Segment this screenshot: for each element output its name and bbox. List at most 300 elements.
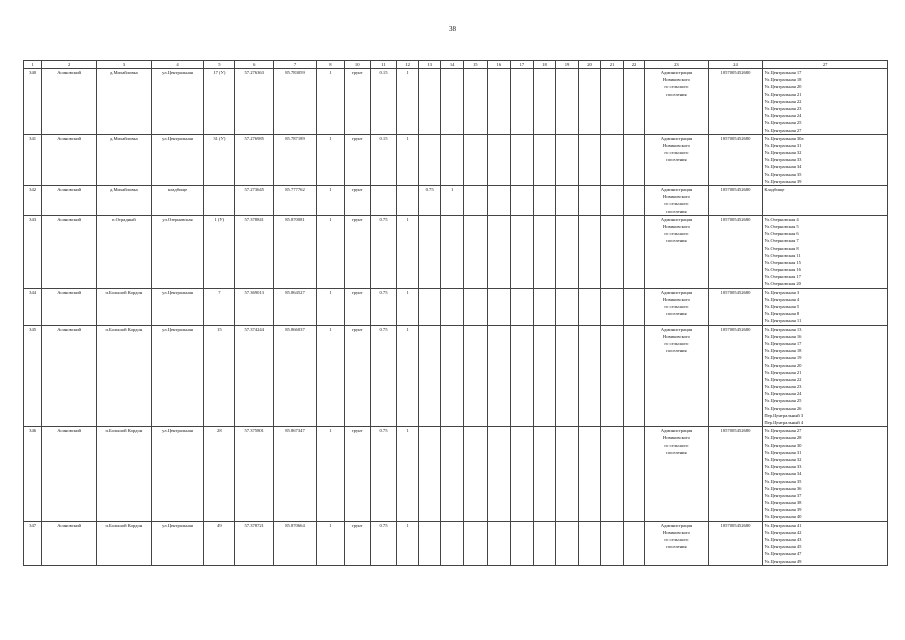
empty-cell	[511, 288, 534, 325]
column-number: 14	[441, 61, 464, 69]
longitude-cell: 85.867347	[274, 427, 317, 521]
street-cell: ул.Центральная	[151, 521, 204, 565]
owner-line: поселения	[666, 311, 687, 317]
served-address: Ул.Озерновская 20	[764, 281, 801, 287]
served-address: Ул.Центральная 40	[764, 514, 802, 520]
owner-line: поселения	[666, 91, 687, 97]
extra-count-cell	[441, 134, 464, 185]
empty-cell	[601, 134, 624, 185]
extra-area-cell	[418, 427, 441, 521]
owner-line: го сельского	[664, 304, 689, 309]
owner-cell	[645, 288, 708, 325]
empty-cell	[556, 521, 579, 565]
column-number: 4	[151, 61, 204, 69]
empty-cell	[533, 215, 556, 288]
area-cell: 0.75	[370, 521, 397, 565]
surface-cell: грунт	[344, 288, 370, 325]
empty-cell	[623, 521, 644, 565]
house-cell: 17 (У)	[204, 69, 235, 135]
served-address: Ул.Центральная 33	[764, 464, 802, 470]
column-number: 13	[418, 61, 441, 69]
street-cell: ул.Центральная	[151, 134, 204, 185]
empty-cell	[487, 69, 511, 135]
owner-line: Новиковского	[662, 333, 690, 339]
locality-cell: п.Большой Кордон	[96, 325, 151, 427]
column-number: 10	[344, 61, 370, 69]
area-cell: 0.75	[370, 325, 397, 427]
empty-cell	[556, 186, 579, 216]
extra-count-cell	[441, 325, 464, 427]
ogrn-cell: 1057005452680	[708, 427, 763, 521]
owner-line: Новиковского	[662, 529, 690, 535]
extra-area-cell	[418, 69, 441, 135]
latitude-cell: 57.374244	[235, 325, 274, 427]
area-cell: 0.75	[370, 288, 397, 325]
street-cell: ул.Центральная	[151, 325, 204, 427]
served-address: Ул.Центральная 17	[764, 70, 802, 75]
surface-cell: грунт	[344, 69, 370, 135]
empty-cell	[463, 325, 487, 427]
street-cell: ул.Центральная	[151, 69, 204, 135]
served-addresses-cell	[763, 288, 888, 325]
served-address: Ул.Центральная 47	[764, 551, 802, 557]
served-address: Ул.Центральная 33	[764, 157, 802, 163]
ogrn-cell: 1057005452680	[708, 325, 763, 427]
served-address: Ул.Центральная 27	[764, 428, 802, 434]
table-row	[24, 134, 888, 185]
owner-line: Администрация	[660, 289, 693, 295]
served-address: Ул.Центральная 49	[764, 558, 802, 564]
extra-count-cell	[441, 427, 464, 521]
house-cell: 1 (У)	[204, 215, 235, 288]
empty-cell	[578, 521, 601, 565]
owner-cell	[645, 134, 708, 185]
area-cell	[370, 186, 397, 216]
served-address: Ул.Центральная 31	[764, 142, 802, 148]
latitude-cell: 57.276363	[235, 69, 274, 135]
owner-cell	[645, 186, 708, 216]
column-number: 23	[645, 61, 708, 69]
extra-area-cell	[418, 521, 441, 565]
empty-cell	[511, 427, 534, 521]
empty-cell	[556, 325, 579, 427]
row-number-cell: 341	[24, 134, 42, 185]
owner-line: поселения	[666, 238, 687, 244]
latitude-cell: 57.369013	[235, 288, 274, 325]
district-cell: Асиновский	[42, 69, 97, 135]
locality-cell: д.Михайловка	[96, 69, 151, 135]
owner-line: Администрация	[660, 326, 693, 332]
served-address: Ул.Центральная 32	[764, 456, 802, 462]
served-address: Ул.Центральная 38	[764, 500, 802, 506]
container-count-cell	[397, 186, 418, 216]
served-address: Ул.Центральная 16	[764, 333, 802, 339]
served-address: Ул.Центральная 17	[764, 340, 802, 346]
table-row	[24, 288, 888, 325]
empty-cell	[533, 186, 556, 216]
district-cell: Асиновский	[42, 134, 97, 185]
extra-area-cell	[418, 215, 441, 288]
served-address: Ул.Центральная 35	[764, 171, 802, 177]
longitude-cell: 85.777762	[274, 186, 317, 216]
column-number: 12	[397, 61, 418, 69]
served-addresses-cell	[763, 134, 888, 185]
column-number: 15	[463, 61, 487, 69]
table-row	[24, 215, 888, 288]
empty-cell	[511, 186, 534, 216]
column-number: 8	[316, 61, 344, 69]
empty-cell	[623, 134, 644, 185]
empty-cell	[578, 134, 601, 185]
longitude-cell: 85.787189	[274, 134, 317, 185]
served-address: Ул.Центральная 28	[764, 435, 802, 441]
surface-cell: грунт	[344, 325, 370, 427]
container-count-cell: 1	[397, 69, 418, 135]
served-address: Ул.Центральная 41	[764, 522, 802, 528]
column-number: 2	[42, 61, 97, 69]
latitude-cell: 57.276985	[235, 134, 274, 185]
owner-line: го сельского	[664, 537, 689, 542]
area-cell: 0.15	[370, 69, 397, 135]
district-cell: Асиновский	[42, 521, 97, 565]
latitude-cell: 57.273645	[235, 186, 274, 216]
column-number: 7	[274, 61, 317, 69]
street-cell: кладбище	[151, 186, 204, 216]
table-row	[24, 69, 888, 135]
empty-cell	[578, 215, 601, 288]
served-address: Ул.Центральная 8	[764, 311, 800, 317]
column-number: 27	[763, 61, 888, 69]
empty-cell	[463, 186, 487, 216]
empty-cell	[556, 288, 579, 325]
empty-cell	[601, 186, 624, 216]
empty-cell	[578, 186, 601, 216]
count-cell: 1	[316, 325, 344, 427]
owner-line: Новиковского	[662, 435, 690, 441]
street-cell: ул.Озерновская	[151, 215, 204, 288]
extra-count-cell	[441, 69, 464, 135]
served-address: Ул.Центральная 22	[764, 98, 802, 104]
served-address: Ул.Озерновская 17	[764, 274, 801, 280]
locality-cell: п.Большой Кордон	[96, 521, 151, 565]
district-cell: Асиновский	[42, 215, 97, 288]
ogrn-cell: 1057005452680	[708, 69, 763, 135]
owner-line: го сельского	[664, 150, 689, 156]
area-cell: 0.15	[370, 134, 397, 185]
count-cell: 1	[316, 186, 344, 216]
empty-cell	[556, 69, 579, 135]
owner-line: Администрация	[660, 522, 693, 528]
served-address: Ул.Центральная 36	[764, 485, 802, 491]
served-address: Ул.Центральная 5	[764, 304, 800, 309]
served-address: Ул.Центральная 20	[764, 362, 802, 368]
owner-line: го сельского	[664, 84, 689, 90]
owner-line: поселения	[666, 208, 687, 214]
empty-cell	[533, 325, 556, 427]
house-cell: 31 (У)	[204, 134, 235, 185]
empty-cell	[623, 288, 644, 325]
served-address: Ул.Центральная 22	[764, 376, 802, 382]
served-address: Ул.Центральная 42	[764, 529, 802, 535]
column-number: 18	[533, 61, 556, 69]
served-address: Ул.Центральная 30	[764, 442, 802, 448]
ogrn-cell: 1057005452680	[708, 521, 763, 565]
latitude-cell: 57.378721	[235, 521, 274, 565]
served-address: Ул.Центральная 20	[764, 84, 802, 90]
served-address: Ул.Центральная 3	[764, 289, 800, 295]
owner-line: Новиковского	[662, 142, 690, 148]
empty-cell	[487, 288, 511, 325]
served-address: Ул.Озерновская 15	[764, 259, 801, 265]
owner-line: Администрация	[660, 428, 693, 434]
empty-cell	[511, 215, 534, 288]
empty-cell	[623, 186, 644, 216]
empty-cell	[578, 427, 601, 521]
count-cell: 1	[316, 288, 344, 325]
empty-cell	[463, 134, 487, 185]
count-cell: 1	[316, 427, 344, 521]
owner-line: Администрация	[660, 135, 693, 141]
served-address: Ул.Центральная 27	[764, 127, 802, 133]
column-number: 22	[623, 61, 644, 69]
extra-area-cell	[418, 134, 441, 185]
container-count-cell: 1	[397, 427, 418, 521]
empty-cell	[601, 288, 624, 325]
served-addresses-cell	[763, 186, 888, 216]
served-address: Ул.Центральная 19	[764, 355, 802, 361]
owner-line: Администрация	[660, 70, 693, 75]
served-address: Ул.Центральная 21	[764, 91, 802, 97]
served-address: Ул.Центральная 35	[764, 478, 802, 484]
served-address: Ул.Центральная 18	[764, 77, 802, 83]
surface-cell: грунт	[344, 134, 370, 185]
house-cell: 7	[204, 288, 235, 325]
served-address: Ул.Центральная 34	[764, 471, 802, 477]
served-addresses-cell	[763, 69, 888, 135]
longitude-cell: 85.866037	[274, 325, 317, 427]
column-number: 6	[235, 61, 274, 69]
table-row	[24, 521, 888, 565]
empty-cell	[556, 134, 579, 185]
house-cell: 49	[204, 521, 235, 565]
longitude-cell: 85.870081	[274, 215, 317, 288]
owner-cell	[645, 215, 708, 288]
surface-cell: грунт	[344, 521, 370, 565]
empty-cell	[556, 215, 579, 288]
empty-cell	[578, 288, 601, 325]
served-addresses-cell	[763, 215, 888, 288]
owner-line: Новиковского	[662, 194, 690, 200]
ogrn-cell: 1057005452680	[708, 288, 763, 325]
served-address: Ул.Озерновская 4	[764, 216, 799, 222]
street-cell: ул.Центральная	[151, 427, 204, 521]
column-number: 5	[204, 61, 235, 69]
owner-cell	[645, 325, 708, 427]
empty-cell	[601, 521, 624, 565]
served-address: Ул.Центральная 24	[764, 391, 802, 397]
owner-cell	[645, 521, 708, 565]
empty-cell	[556, 427, 579, 521]
owner-line: поселения	[666, 544, 687, 550]
empty-cell	[533, 69, 556, 135]
empty-cell	[623, 215, 644, 288]
owner-line: поселения	[666, 157, 687, 163]
owner-line: Новиковского	[662, 223, 690, 229]
registry-table	[23, 60, 888, 566]
ogrn-cell: 1057005452680	[708, 215, 763, 288]
district-cell: Асиновский	[42, 427, 97, 521]
empty-cell	[623, 427, 644, 521]
served-address: Ул.Центральная 31	[764, 449, 802, 455]
house-cell	[204, 186, 235, 216]
table-row	[24, 427, 888, 521]
empty-cell	[511, 69, 534, 135]
column-number: 3	[96, 61, 151, 69]
served-address: Ул.Центральная 39	[764, 507, 802, 513]
served-address: Ул.Центральная 34	[764, 164, 802, 170]
row-number-cell: 340	[24, 69, 42, 135]
longitude-cell: 85.870664	[274, 521, 317, 565]
empty-cell	[578, 69, 601, 135]
served-address: Пер.Центральный 3	[764, 412, 804, 418]
container-count-cell: 1	[397, 134, 418, 185]
latitude-cell: 57.375801	[235, 427, 274, 521]
row-number-cell: 346	[24, 427, 42, 521]
served-address: Пер.Центральный 4	[764, 420, 804, 425]
longitude-cell: 85.783059	[274, 69, 317, 135]
table-row	[24, 325, 888, 427]
served-address: Ул.Центральная 13	[764, 326, 802, 332]
street-cell: ул.Центральная	[151, 288, 204, 325]
owner-cell	[645, 69, 708, 135]
locality-cell: п.Большой Кордон	[96, 288, 151, 325]
column-number: 1	[24, 61, 42, 69]
row-number-cell: 342	[24, 186, 42, 216]
owner-line: го сельского	[664, 231, 689, 237]
column-number: 17	[511, 61, 534, 69]
column-number: 16	[487, 61, 511, 69]
served-address: Ул.Центральная 25	[764, 398, 802, 404]
served-address: Ул.Центральная 18	[764, 348, 802, 354]
served-address: Ул.Центральная 37	[764, 492, 802, 498]
surface-cell: грунт	[344, 427, 370, 521]
served-address: Ул.Центральная 11	[764, 318, 802, 324]
served-address: Ул.Центральная 25	[764, 120, 802, 126]
count-cell: 1	[316, 69, 344, 135]
table-row	[24, 186, 888, 216]
count-cell: 1	[316, 521, 344, 565]
extra-area-cell: 0.75	[418, 186, 441, 216]
served-address: Ул.Центральная 39	[764, 178, 802, 184]
extra-count-cell: 1	[441, 186, 464, 216]
column-number: 19	[556, 61, 579, 69]
empty-cell	[623, 325, 644, 427]
area-cell: 0.75	[370, 215, 397, 288]
container-count-cell: 1	[397, 325, 418, 427]
owner-line: Администрация	[660, 216, 693, 222]
locality-cell: д.Михайловка	[96, 134, 151, 185]
empty-cell	[463, 215, 487, 288]
empty-cell	[511, 134, 534, 185]
served-address: Ул.Центральная 45	[764, 544, 802, 550]
served-address: Ул.Центральная 23	[764, 384, 802, 390]
served-address: Ул.Озерновская 5	[764, 223, 799, 229]
row-number-cell: 344	[24, 288, 42, 325]
empty-cell	[487, 427, 511, 521]
container-count-cell: 1	[397, 215, 418, 288]
empty-cell	[623, 69, 644, 135]
ogrn-cell: 1057005452680	[708, 134, 763, 185]
owner-cell	[645, 427, 708, 521]
served-address: Ул.Озерновская 6	[764, 231, 799, 237]
house-cell: 15	[204, 325, 235, 427]
column-number-row	[24, 61, 888, 69]
empty-cell	[533, 521, 556, 565]
served-address: Ул.Озерновская 16	[764, 267, 801, 273]
served-address: Ул.Центральная 24	[764, 113, 802, 119]
served-address: Ул.Центральная 23	[764, 105, 802, 111]
empty-cell	[511, 325, 534, 427]
locality-cell: д.Михайловка	[96, 186, 151, 216]
extra-count-cell	[441, 288, 464, 325]
owner-line: Администрация	[660, 187, 693, 192]
empty-cell	[578, 325, 601, 427]
empty-cell	[601, 325, 624, 427]
owner-line: го сельского	[664, 442, 689, 448]
latitude-cell: 57.378841	[235, 215, 274, 288]
district-cell: Асиновский	[42, 186, 97, 216]
extra-count-cell	[441, 215, 464, 288]
ogrn-cell: 1057005452680	[708, 186, 763, 216]
served-address: Ул.Центральная 43	[764, 537, 802, 542]
empty-cell	[463, 427, 487, 521]
served-addresses-cell	[763, 325, 888, 427]
page-number: 38	[449, 25, 456, 33]
served-address: Ул.Центральная 21	[764, 369, 802, 375]
district-cell: Асиновский	[42, 288, 97, 325]
column-number: 20	[578, 61, 601, 69]
empty-cell	[511, 521, 534, 565]
empty-cell	[601, 215, 624, 288]
extra-area-cell	[418, 325, 441, 427]
extra-area-cell	[418, 288, 441, 325]
served-address: Ул.Центральная 4	[764, 296, 800, 302]
row-number-cell: 345	[24, 325, 42, 427]
surface-cell: грунт	[344, 186, 370, 216]
served-address: Ул.Центральная 30а	[764, 135, 804, 141]
served-address: Ул.Озерновская 7	[764, 238, 799, 244]
row-number-cell: 347	[24, 521, 42, 565]
served-address: Ул.Центральная 32	[764, 150, 802, 156]
container-count-cell: 1	[397, 288, 418, 325]
served-address: Ул.Центральная 26	[764, 405, 802, 411]
served-addresses-cell	[763, 427, 888, 521]
owner-line: поселения	[666, 449, 687, 455]
served-address: Ул.Озерновская 11	[764, 252, 801, 258]
count-cell: 1	[316, 215, 344, 288]
owner-line: поселения	[666, 348, 687, 354]
empty-cell	[601, 69, 624, 135]
column-number: 11	[370, 61, 397, 69]
count-cell: 1	[316, 134, 344, 185]
empty-cell	[463, 521, 487, 565]
row-number-cell: 343	[24, 215, 42, 288]
locality-cell: п.Большой Кордон	[96, 427, 151, 521]
empty-cell	[533, 134, 556, 185]
area-cell: 0.75	[370, 427, 397, 521]
surface-cell: грунт	[344, 215, 370, 288]
empty-cell	[487, 325, 511, 427]
